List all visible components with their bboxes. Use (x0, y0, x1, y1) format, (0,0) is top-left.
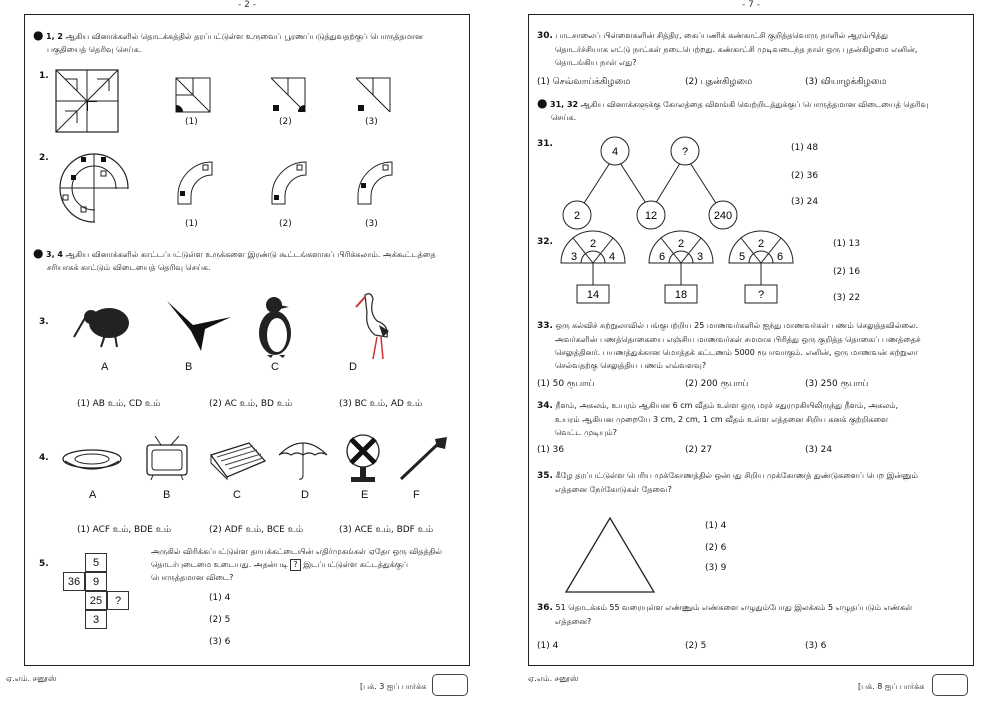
figure-label: F (413, 489, 420, 501)
q1-option-1-figure (175, 77, 211, 113)
exam-page-right (528, 14, 974, 666)
figure-label: B (163, 489, 171, 501)
tree-node: 2 (573, 210, 581, 222)
q32-option-1[interactable]: (1) 13 (833, 239, 861, 249)
figure-label: C (233, 489, 241, 501)
q4-option-1[interactable]: (1) ACF உம், BDE உம் (77, 525, 172, 535)
q33-text: 33. ஒரு கல்விச் சுற்றுலாவில் பங்குபற்றிய 25 மாணவர்களில் ஐந்து மாணவர்கள் பணம் செலுத்தவில்லை. அவர்களின் பணத்தொகையை எஞ்சிய மாணவர்கள் சமமாக பிரித்து ஒரு குறித்த தொகைப் பணத்தைச் செலுத்தினர். பயணத்துக்கான மொத்தக் கட்டணம் 5000 ரூபாவாகும். எனின், ஒரு மாணவன் சுற்றுலா செல்வதற்கு செலுத்திய பணம் எவ்வளவு? (537, 321, 921, 370)
question-number: 3. (39, 317, 49, 327)
penguin-icon (253, 295, 299, 359)
q32-option-3[interactable]: (3) 22 (833, 293, 861, 303)
svg-text:4: 4 (608, 251, 616, 263)
q4-option-3[interactable]: (3) ACE உம், BDF உம் (339, 525, 434, 535)
question-number: 31. (537, 139, 553, 149)
q5-text: அருகில் விரிக்கப்பட்டுள்ள தாயக்கட்டையின் எதிர்முகங்கள் ஏதோ ஒரு விதத்தில் தொடர்புடைமை உடையது. அதன்படி ? இடப்பட்டுள்ள கட்டத்துக்குப் பொருத்தமான விடை? (151, 547, 442, 582)
fan-icon (343, 433, 383, 483)
page-number-left: - 2 - (238, 0, 256, 10)
svg-text:?: ? (757, 289, 765, 301)
q36-option-2[interactable]: (2) 5 (685, 641, 707, 651)
dice-net-cell: ? (107, 591, 129, 610)
q5-option-2[interactable]: (2) 5 (209, 615, 231, 625)
q3-option-2[interactable]: (2) AC உம், BD உம் (209, 399, 293, 409)
svg-text:6: 6 (658, 251, 666, 263)
q5-option-1[interactable]: (1) 4 (209, 593, 231, 603)
q1-option-2-figure (270, 77, 306, 113)
q1-option-3-figure (355, 77, 391, 113)
q33-option-2[interactable]: (2) 200 ரூபாய் (685, 379, 749, 389)
q1-option-3[interactable]: (3) (365, 117, 378, 127)
q34-option-1[interactable]: (1) 36 (537, 445, 565, 455)
q3-option-1[interactable]: (1) AB உம், CD உம் (77, 399, 161, 409)
figure-label: B (185, 361, 193, 373)
q31-option-2[interactable]: (2) 36 (791, 171, 819, 181)
q30-option-3[interactable]: (3) வியாழக்கிழமை (805, 77, 887, 87)
q31-option-3[interactable]: (3) 24 (791, 197, 819, 207)
footer-author: ஏ.எம். சனூஸ் (6, 674, 57, 683)
q34-option-2[interactable]: (2) 27 (685, 445, 713, 455)
q1-option-1[interactable]: (1) (185, 117, 198, 127)
q1-main-figure (55, 69, 119, 133)
q35-option-1[interactable]: (1) 4 (705, 521, 727, 531)
q36-option-1[interactable]: (1) 4 (537, 641, 559, 651)
q35-triangle (563, 515, 657, 595)
dice-net-cell: 3 (85, 610, 107, 629)
q34-option-3[interactable]: (3) 24 (805, 445, 833, 455)
svg-text:2: 2 (757, 238, 765, 250)
dice-net-cell: 9 (85, 572, 107, 591)
fan-2 (649, 231, 713, 303)
footer-box (932, 674, 968, 696)
toothbrush-icon (399, 435, 449, 481)
figure-label: D (301, 489, 309, 501)
instruction-31-32: ● 31, 32 ஆகிய வினாக்களுக்கு கோலத்தை விளங்கி வெற்றிடத்துக்குப் பொருத்தமான விடையைத் தெரிவு செய்க. (537, 96, 929, 122)
dice-net-cell: 25 (85, 591, 107, 610)
q31-option-1[interactable]: (1) 48 (791, 143, 819, 153)
plate-icon (61, 447, 123, 477)
svg-text:3: 3 (570, 251, 578, 263)
q2-option-3-figure (357, 161, 393, 205)
tree-node: ? (681, 146, 689, 158)
q2-option-3[interactable]: (3) (365, 219, 378, 229)
footer-next-page: [பக். 3 ஐப் பார்க்க (360, 682, 427, 691)
q34-text: 34. நீளம், அகலம், உயரம் ஆகியன 6 cm வீதம் உள்ள ஒரு மரச் சதுரமுகியிலிருந்து நீளம், அகலம், உயரம் ஆகியன முறையே 3 cm, 2 cm, 1 cm வீதம் உள்ள எத்தனை சிறிய கனக் குற்றிகளை வெட்ட முடியும்? (537, 401, 899, 437)
q35-text: 35. கீழே தரப்பட்டுள்ள பெரிய முக்கோணத்தில் ஒன்பது சிறிய முக்கோணத் துண்டுகளைப் பெற இன்னும் எத்தனை நேர்கோடுகள் தேவை? (537, 471, 918, 494)
q2-option-1[interactable]: (1) (185, 219, 198, 229)
q32-fan-figures (557, 227, 797, 309)
footer-box (432, 674, 468, 696)
footer-author: ஏ.எம். சனூஸ் (528, 674, 579, 683)
q30-option-2[interactable]: (2) புதன்கிழமை (685, 77, 753, 87)
mat-icon (209, 441, 267, 481)
page-number-right: - 7 - (742, 0, 760, 10)
question-number: 4. (39, 453, 49, 463)
q4-option-2[interactable]: (2) ADF உம், BCE உம் (209, 525, 304, 535)
dice-net-cell: 5 (85, 553, 107, 572)
television-icon (145, 435, 189, 481)
q31-number-tree (553, 133, 793, 237)
q35-option-3[interactable]: (3) 9 (705, 563, 727, 573)
q33-option-1[interactable]: (1) 50 ரூபாய் (537, 379, 595, 389)
figure-label: A (89, 489, 97, 501)
q3-option-3[interactable]: (3) BC உம், AD உம் (339, 399, 423, 409)
instruction-1-2: ● 1, 2 ஆகிய வினாக்களில் தொடக்கத்தில் தரப்பட்டுள்ள உருவைப் பூரணப்படுத்துவதற்குப் பொருத்தமான பகுதியைத் தெரிவு செய்க. (33, 28, 423, 54)
q36-text: 36. 51 தொடக்கம் 55 வரையுள்ள எண்ணும் எண்களை எழுதும்போது இலக்கம் 5 எழுதப்படும் எண்கள் எத்தனை? (537, 603, 913, 626)
stork-icon (355, 291, 395, 361)
q1-option-2[interactable]: (2) (279, 117, 292, 127)
q35-option-2[interactable]: (2) 6 (705, 543, 727, 553)
svg-text:2: 2 (677, 238, 685, 250)
question-number: 2. (39, 153, 49, 163)
question-number: 5. (39, 559, 49, 569)
svg-text:14: 14 (586, 289, 600, 301)
svg-text:18: 18 (674, 289, 688, 301)
q2-option-2-figure (271, 161, 307, 205)
tree-node: 4 (611, 146, 619, 158)
exam-page-left (24, 14, 470, 666)
svg-text:6: 6 (776, 251, 784, 263)
question-number: 32. (537, 237, 553, 247)
umbrella-icon (277, 435, 329, 481)
tree-node: 240 (713, 210, 733, 222)
fan-3 (729, 231, 793, 303)
instruction-3-4: ● 3, 4 ஆகிய வினாக்களில் காட்டப்பட்டுள்ள உருக்களை இரண்டு கூட்டங்களாகப் பிரிக்கலாம். அக்கூட்டத்தை சரியாகக் காட்டும் விடையைத் தெரிவு செய்க. (33, 246, 436, 272)
question-mark-box: ? (290, 559, 300, 571)
svg-text:5: 5 (738, 251, 746, 263)
svg-text:2: 2 (589, 238, 597, 250)
q36-option-3[interactable]: (3) 6 (805, 641, 827, 651)
figure-label: E (361, 489, 369, 501)
kiwi-bird-icon (73, 305, 137, 349)
q2-main-figure (57, 151, 131, 225)
svg-text:3: 3 (696, 251, 704, 263)
q32-option-2[interactable]: (2) 16 (833, 267, 861, 277)
question-number: 1. (39, 71, 49, 81)
hummingbird-icon (165, 299, 235, 353)
figure-label: D (349, 361, 357, 373)
q33-option-3[interactable]: (3) 250 ரூபாய் (805, 379, 869, 389)
q30-option-1[interactable]: (1) செவ்வாய்க்கிழமை (537, 77, 631, 87)
q2-option-2[interactable]: (2) (279, 219, 292, 229)
fan-1 (561, 231, 625, 303)
figure-label: A (101, 361, 109, 373)
q2-option-1-figure (177, 161, 213, 205)
footer-next-page: [பக். 8 ஐப் பார்க்க (858, 682, 925, 691)
q5-option-3[interactable]: (3) 6 (209, 637, 231, 647)
dice-net-cell: 36 (63, 572, 85, 591)
tree-node: 12 (644, 210, 658, 222)
q30-text: 30. பாடசாலைப் பிள்ளைகளின் சித்திர, கைப்பணிக் கண்காட்சி குறித்தவொரு நாளில் ஆரம்பித்து தொடர்ச்சியாக எட்டு நாட்கள் நடைபெற்றது. கண்காட்சி முடிவடைந்த நாள் ஒரு புதன்கிழமை எனின், தொடங்கிய நாள் எது? (537, 31, 918, 67)
figure-label: C (271, 361, 279, 373)
